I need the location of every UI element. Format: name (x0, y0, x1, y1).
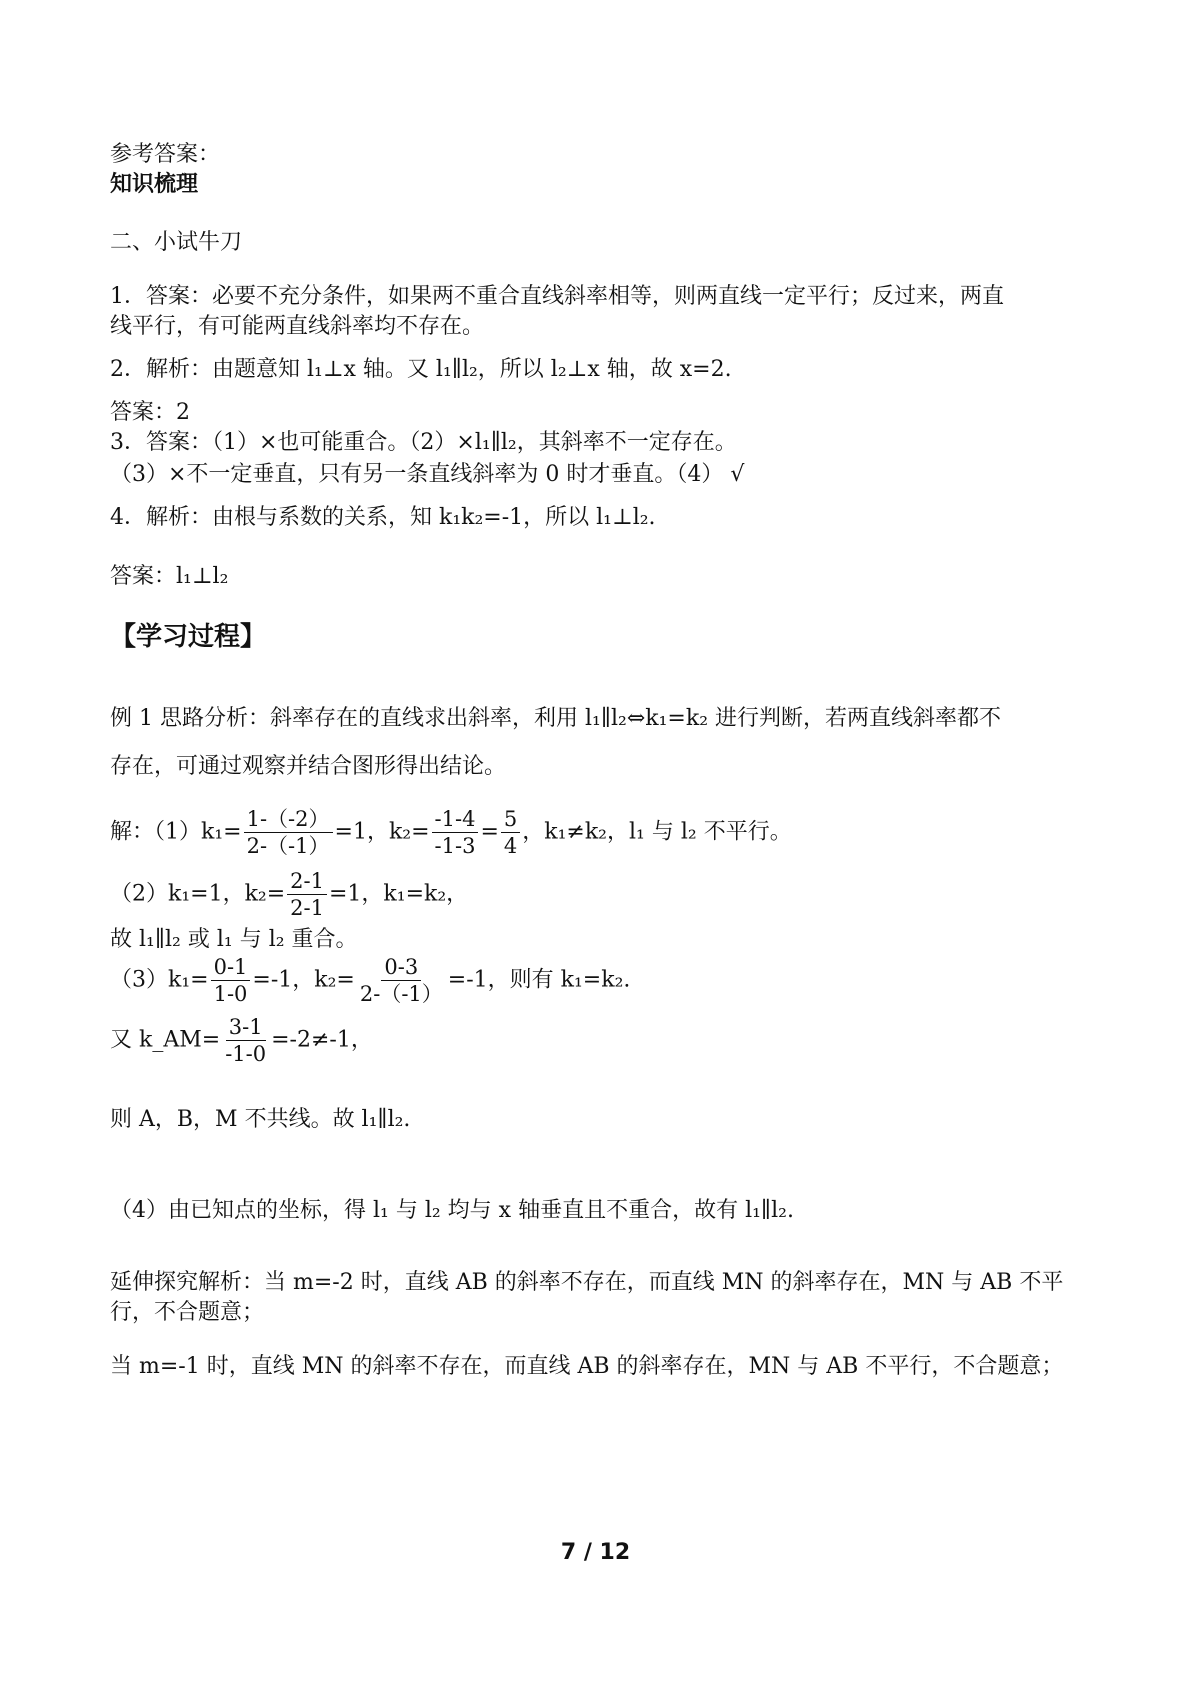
answer-4-analysis: 4．解析：由根与系数的关系，知 k₁k₂=-1，所以 l₁⊥l₂. (110, 505, 656, 530)
answer-1-line-2: 线平行，有可能两直线斜率均不存在。 (110, 314, 485, 339)
answer-4-result: 答案：l₁⊥l₂ (110, 564, 229, 589)
answer-3-line-1: 3．答案：（1）×也可能重合。（2）×l₁∥l₂，其斜率不一定存在。 (110, 430, 737, 455)
section-title-learning-process: 【学习过程】 (110, 622, 267, 652)
solution-eq-3: （3）k₁= $\frac{0-1}{1-0}$ =-1，k₂= $\frac{0-3}{2-(-1)}$ =-1，则有 k₁=k₂. (110, 955, 631, 1007)
answer-2-analysis: 2．解析：由题意知 l₁⊥x 轴。又 l₁∥l₂，所以 l₂⊥x 轴，故 x=2. (110, 357, 732, 382)
solution-eq-3-conclusion: 则 A，B，M 不共线。故 l₁∥l₂. (110, 1107, 411, 1132)
solution-part-4: （4）由已知点的坐标，得 l₁ 与 l₂ 均与 x 轴垂直且不重合，故有 l₁∥l₂. (110, 1198, 794, 1223)
extension-line-1: 延伸探究解析：当 m=-2 时，直线 AB 的斜率不存在，而直线 MN 的斜率存在，MN 与 AB 不平 (110, 1270, 1064, 1295)
solution-eq-2: （2）k₁=1，k₂= $\frac{2-1}{2-1}$ =1，k₁=k₂， (110, 869, 469, 921)
reference-answer-heading: 参考答案： (110, 142, 221, 167)
extension-line-2: 行，不合题意； (110, 1300, 265, 1325)
subsection-title: 二、小试牛刀 (110, 230, 243, 255)
answer-1-line-1: 1．答案：必要不充分条件，如果两不重合直线斜率相等，则两直线一定平行；反过来，两直 (110, 284, 1005, 309)
example-1-line-2: 存在，可通过观察并结合图形得出结论。 (110, 754, 507, 779)
extension-line-3: 当 m=-1 时，直线 MN 的斜率不存在，而直线 AB 的斜率存在，MN 与 AB 不平行，不合题意； (110, 1354, 1064, 1379)
answer-2-result: 答案：2 (110, 400, 190, 425)
answer-3-line-2: （3）×不一定垂直，只有另一条直线斜率为 0 时才垂直。（4） √ (110, 462, 745, 487)
page-number: 7 / 12 (560, 1540, 631, 1565)
solution-eq-1: 解：（1）k₁= $\frac{1-(-2)}{2-(-1)}$ =1，k₂= $\frac{-1-4}{-1-3}$ = $\frac{5}{4}$ ，k₁≠k₂，l₁ 与 l₂ 不平行。 (110, 807, 792, 859)
section-title-knowledge: 知识梳理 (110, 172, 199, 197)
solution-eq-4: 又 k_AM= $\frac{3-1}{-1-0}$ =-2≠-1， (110, 1015, 373, 1067)
example-1-line-1: 例 1 思路分析：斜率存在的直线求出斜率，利用 l₁∥l₂⇔k₁=k₂ 进行判断，若两直线斜率都不 (110, 706, 1002, 731)
solution-eq-2-conclusion: 故 l₁∥l₂ 或 l₁ 与 l₂ 重合。 (110, 927, 358, 952)
